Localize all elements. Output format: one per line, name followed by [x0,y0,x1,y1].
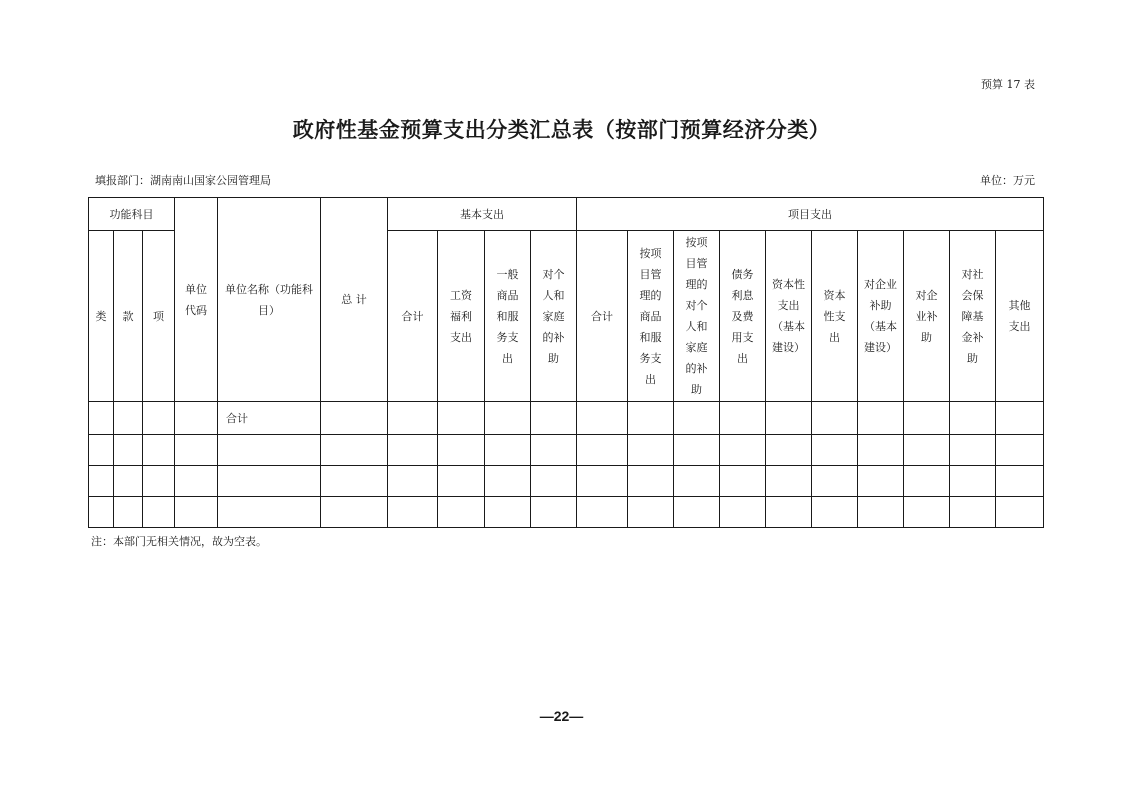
proj-other-header: 其他支出 [996,231,1044,402]
total-row-label: 合计 [218,402,321,435]
proj-capital-basic-header: 资本性支出（基本建设） [766,231,812,402]
proj-social-header: 对社会保障基金补助 [950,231,996,402]
reporting-unit: 填报部门：湖南南山国家公园管理局 [95,174,271,187]
unit-code-header: 单位代码 [175,198,218,402]
proj-goods-header: 按项目管理的商品和服务支出 [628,231,674,402]
kuan-header: 款 [114,231,143,402]
lei-header: 类 [89,231,114,402]
table-row [89,497,1044,528]
currency-unit: 单位：万元 [980,174,1035,187]
project-expense-header: 项目支出 [577,198,1044,231]
page-title: 政府性基金预算支出分类汇总表（按部门预算经济分类） [292,117,831,142]
proj-subtotal-header: 合计 [577,231,628,402]
table-number: 预算 17 表 [981,78,1035,91]
budget-table [88,197,1044,528]
proj-subsidy-header: 按项目管理的对个人和家庭的补助 [674,231,720,402]
proj-capital-header: 资本性支出 [812,231,858,402]
unit-name-header: 单位名称（功能科目） [218,198,321,402]
xiang-header: 项 [143,231,175,402]
page-number: —22— [539,708,584,724]
basic-subsidy-header: 对个人和家庭的补助 [531,231,577,402]
basic-subtotal-header: 合计 [388,231,438,402]
header-row-1 [89,198,1044,231]
table-row [89,466,1044,497]
basic-expense-header: 基本支出 [388,198,577,231]
proj-debt-header: 债务利息及费用支出 [720,231,766,402]
func-subject-header: 功能科目 [89,198,175,231]
basic-salary-header: 工资福利支出 [438,231,485,402]
total-header: 总 计 [321,198,388,402]
basic-goods-header: 一般商品和服务支出 [485,231,531,402]
table-row [89,402,1044,435]
proj-enterprise-header: 对企业补助 [904,231,950,402]
proj-enterprise-basic-header: 对企业补助（基本建设） [858,231,904,402]
table-row [89,435,1044,466]
footnote: 注：本部门无相关情况，故为空表。 [91,535,267,548]
